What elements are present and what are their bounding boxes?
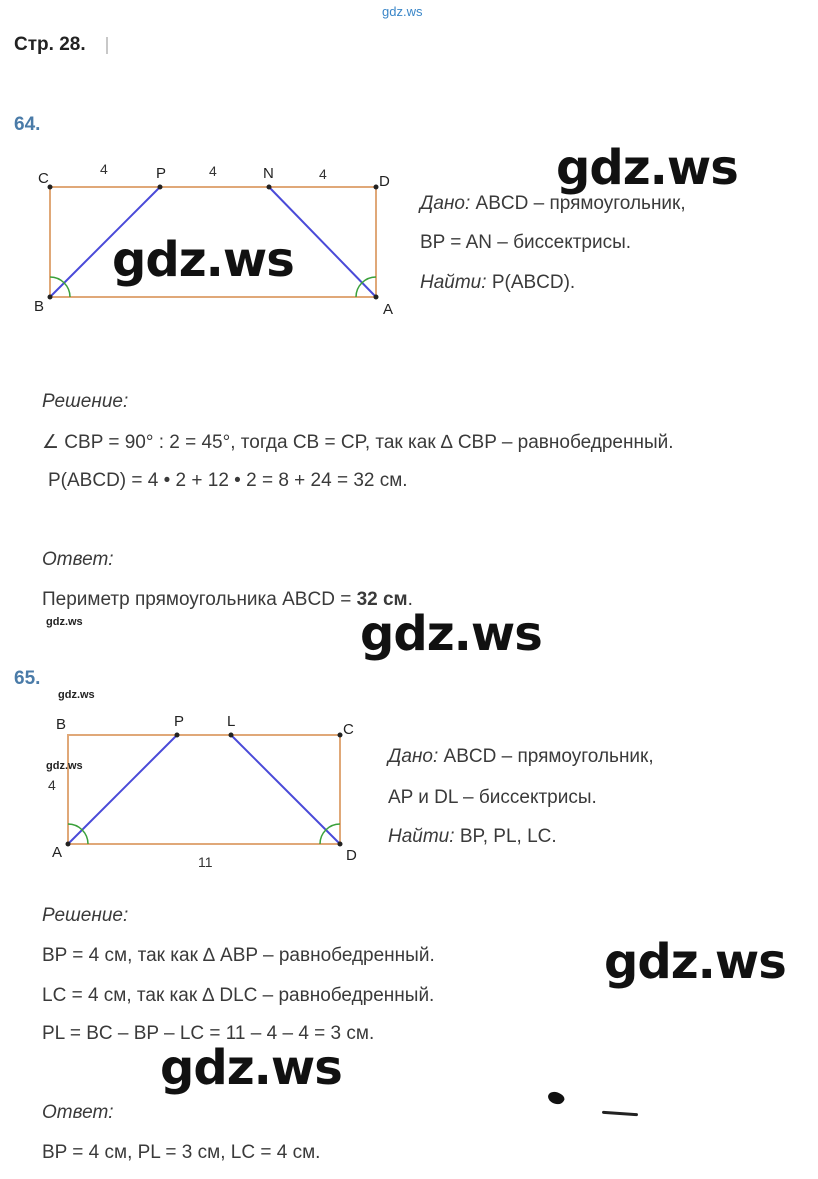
task-65-solution-line-2: LC = 4 см, так как ∆ DLC – равнобедренный.	[42, 985, 435, 1006]
task-65-given-line-2: AP и DL – биссектрисы.	[388, 787, 597, 808]
point-label-p: P	[156, 165, 167, 182]
page-reference: Стр. 28.	[14, 34, 86, 55]
find-label: Найти:	[388, 826, 455, 847]
task-64-solution-line-1: ∠ CBP = 90° : 2 = 45°, тогда CB = CP, так как ∆ CBP – равнобедренный.	[42, 432, 674, 453]
point-label-p: P	[174, 713, 185, 730]
given-label: Дано:	[420, 193, 471, 214]
watermark: gdz.ws	[604, 934, 786, 990]
given-line-1: ABCD – прямоугольник,	[475, 193, 686, 214]
segment-label-ad: 11	[198, 854, 213, 870]
task-65-figure	[0, 705, 380, 875]
answer-end: .	[407, 589, 413, 610]
task-65-answer: BP = 4 см, PL = 3 см, LC = 4 см.	[42, 1142, 321, 1163]
point-label-b: B	[56, 716, 67, 733]
task-64-number: 64.	[14, 114, 41, 135]
point-label-l: L	[227, 713, 236, 730]
given-label: Дано:	[388, 746, 439, 767]
task-64-answer	[42, 589, 413, 611]
find-value: BP, PL, LC.	[459, 826, 557, 847]
watermark: gdz.ws	[360, 606, 542, 662]
bisector-dl	[231, 735, 340, 844]
task-65-solution-line-1: BP = 4 см, так как ∆ ABP – равнобедренный.	[42, 945, 435, 966]
task-64-find	[420, 272, 575, 294]
task-65-answer-label: Ответ:	[42, 1102, 114, 1123]
task-65-solution-line-3: PL = BC – BP – LC = 11 – 4 – 4 = 3 см.	[42, 1023, 375, 1044]
point-label-d: D	[346, 847, 357, 864]
site-header-link[interactable]: gdz.ws	[382, 4, 423, 19]
segment-label-nd: 4	[319, 166, 327, 182]
segment-label-cp: 4	[100, 161, 108, 177]
segment-label-pn: 4	[209, 163, 217, 179]
cursor-mark	[106, 37, 108, 54]
point-label-d: D	[379, 173, 390, 190]
watermark: gdz.ws	[556, 140, 738, 196]
find-label: Найти:	[420, 272, 487, 293]
answer-text: Периметр прямоугольника ABCD =	[42, 589, 357, 610]
task-64-solution-label: Решение:	[42, 391, 129, 412]
point-label-a: A	[383, 301, 394, 318]
find-value: P(ABCD).	[491, 272, 576, 293]
point-label-c: C	[38, 170, 49, 187]
task-65-number: 65.	[14, 668, 41, 689]
watermark: gdz.ws	[160, 1040, 342, 1096]
watermark-small: gdz.ws	[46, 616, 83, 628]
point-label-n: N	[263, 165, 274, 182]
scan-blemish	[546, 1088, 566, 1107]
watermark-small: gdz.ws	[58, 689, 95, 701]
scan-blemish	[602, 1111, 638, 1117]
task-64-given-line-2: BP = AN – биссектрисы.	[420, 232, 632, 253]
watermark: gdz.ws	[112, 232, 294, 288]
point-label-a: A	[52, 844, 63, 861]
segment-label-ab: 4	[48, 777, 56, 793]
given-line-1: ABCD – прямоугольник,	[443, 746, 654, 767]
point-label-c: C	[343, 721, 354, 738]
task-65-given	[388, 746, 654, 768]
task-65-find	[388, 826, 557, 848]
point-label-b: B	[34, 298, 45, 315]
rectangle-abcd	[68, 735, 340, 844]
watermark-small: gdz.ws	[46, 760, 83, 772]
task-65-solution-label: Решение:	[42, 905, 129, 926]
task-64-given	[420, 193, 686, 215]
answer-value: 32 см	[356, 589, 408, 610]
task-64-answer-label: Ответ:	[42, 549, 114, 570]
task-64-solution-line-2: P(ABCD) = 4 • 2 + 12 • 2 = 8 + 24 = 32 см.	[48, 470, 408, 491]
bisector-ap	[68, 735, 177, 844]
